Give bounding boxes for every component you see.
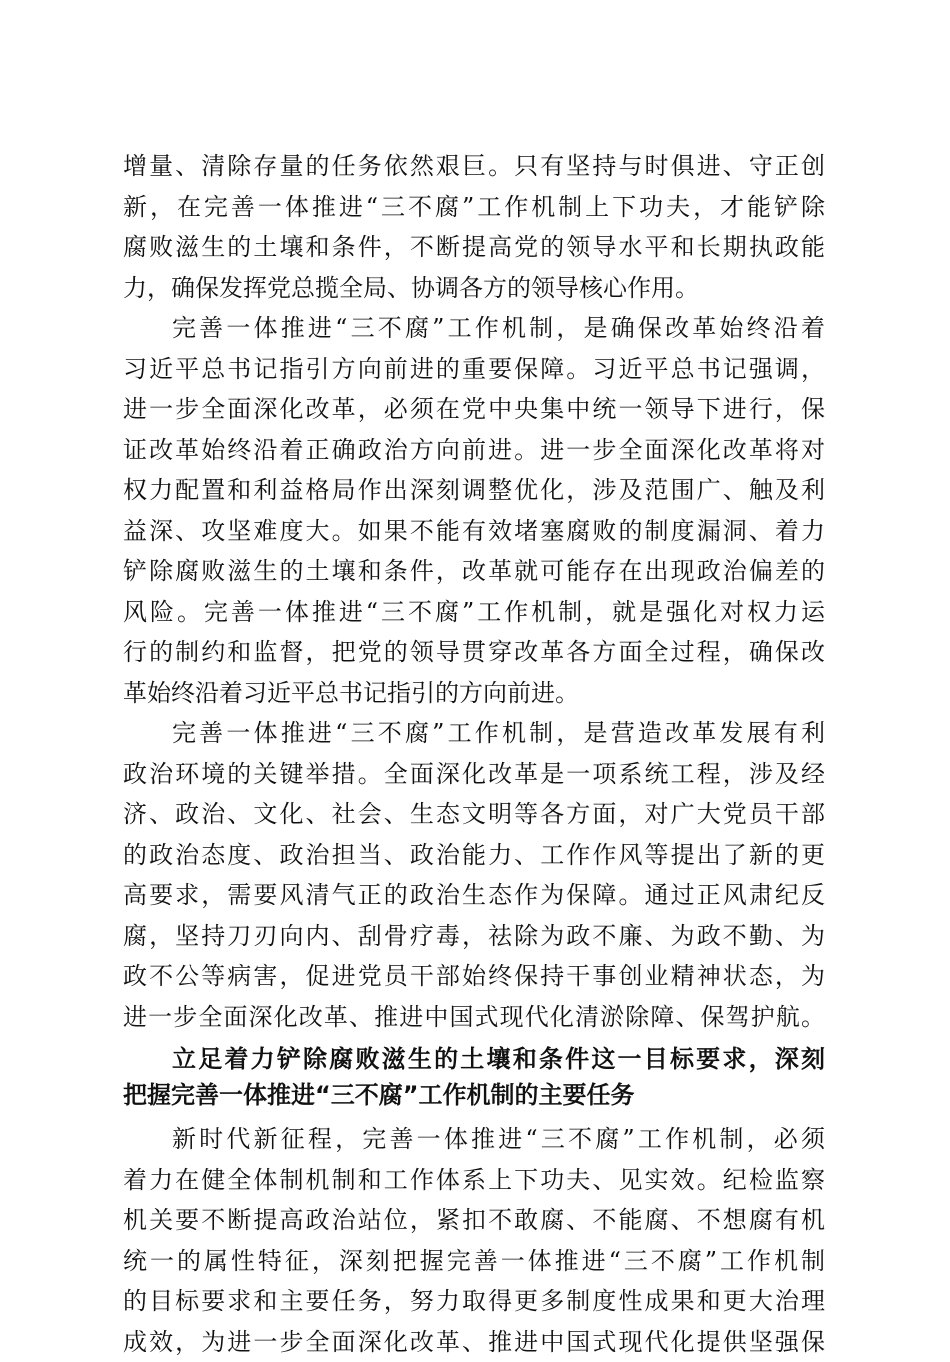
paragraph-line: 证改革始终沿着正确政治方向前进。进一步全面深化改革将对 (123, 430, 825, 471)
paragraph-line: 新时代新征程，完善一体推进“三不腐”工作机制，必须 (123, 1119, 825, 1160)
paragraph-line: 济、政治、文化、社会、生态文明等各方面，对广大党员干部 (123, 794, 825, 835)
paragraph-line: 的目标要求和主要任务，努力取得更多制度性成果和更大治理 (123, 1281, 825, 1322)
paragraph-line: 高要求，需要风清气正的政治生态作为保障。通过正风肃纪反 (123, 875, 825, 916)
paragraph-line: 增量、清除存量的任务依然艰巨。只有坚持与时俱进、守正创 (123, 146, 825, 187)
paragraph-line: 铲除腐败滋生的土壤和条件，改革就可能存在出现政治偏差的 (123, 551, 825, 592)
paragraph-line: 的政治态度、政治担当、政治能力、工作作风等提出了新的更 (123, 835, 825, 876)
paragraph (123, 308, 825, 713)
section-heading-line: 把握完善一体推进“三不腐”工作机制的主要任务 (123, 1077, 825, 1113)
paragraph-line: 力，确保发挥党总揽全局、协调各方的领导核心作用。 (123, 268, 825, 309)
paragraph-line: 机关要不断提高政治站位，紧扣不敢腐、不能腐、不想腐有机 (123, 1200, 825, 1241)
paragraph (123, 1119, 825, 1362)
paragraph-line: 统一的属性特征，深刻把握完善一体推进“三不腐”工作机制 (123, 1241, 825, 1282)
paragraph (123, 713, 825, 1037)
paragraph-line: 完善一体推进“三不腐”工作机制，是营造改革发展有利 (123, 713, 825, 754)
document-body (123, 146, 825, 1362)
paragraph-line: 风险。完善一体推进“三不腐”工作机制，就是强化对权力运 (123, 592, 825, 633)
paragraph-line: 腐，坚持刀刃向内、刮骨疗毒，祛除为政不廉、为政不勤、为 (123, 916, 825, 957)
paragraph (123, 146, 825, 308)
section-heading (123, 1041, 825, 1113)
paragraph-line: 习近平总书记指引方向前进的重要保障。习近平总书记强调， (123, 349, 825, 390)
paragraph-line: 完善一体推进“三不腐”工作机制，是确保改革始终沿着 (123, 308, 825, 349)
paragraph-line: 腐败滋生的土壤和条件，不断提高党的领导水平和长期执政能 (123, 227, 825, 268)
paragraph-line: 着力在健全体制机制和工作体系上下功夫、见实效。纪检监察 (123, 1160, 825, 1201)
paragraph-line: 政不公等病害，促进党员干部始终保持干事创业精神状态，为 (123, 956, 825, 997)
paragraph-line: 权力配置和利益格局作出深刻调整优化，涉及范围广、触及利 (123, 470, 825, 511)
paragraph-line: 政治环境的关键举措。全面深化改革是一项系统工程，涉及经 (123, 754, 825, 795)
paragraph-line: 进一步全面深化改革，必须在党中央集中统一领导下进行，保 (123, 389, 825, 430)
paragraph-line: 益深、攻坚难度大。如果不能有效堵塞腐败的制度漏洞、着力 (123, 511, 825, 552)
section-heading-line: 立足着力铲除腐败滋生的土壤和条件这一目标要求，深刻 (123, 1041, 825, 1077)
paragraph-line: 革始终沿着习近平总书记指引的方向前进。 (123, 673, 825, 714)
paragraph-line: 新，在完善一体推进“三不腐”工作机制上下功夫，才能铲除 (123, 187, 825, 228)
paragraph-line: 行的制约和监督，把党的领导贯穿改革各方面全过程，确保改 (123, 632, 825, 673)
paragraph-line: 进一步全面深化改革、推进中国式现代化清淤除障、保驾护航。 (123, 997, 825, 1038)
paragraph-line: 成效，为进一步全面深化改革、推进中国式现代化提供坚强保 (123, 1322, 825, 1362)
